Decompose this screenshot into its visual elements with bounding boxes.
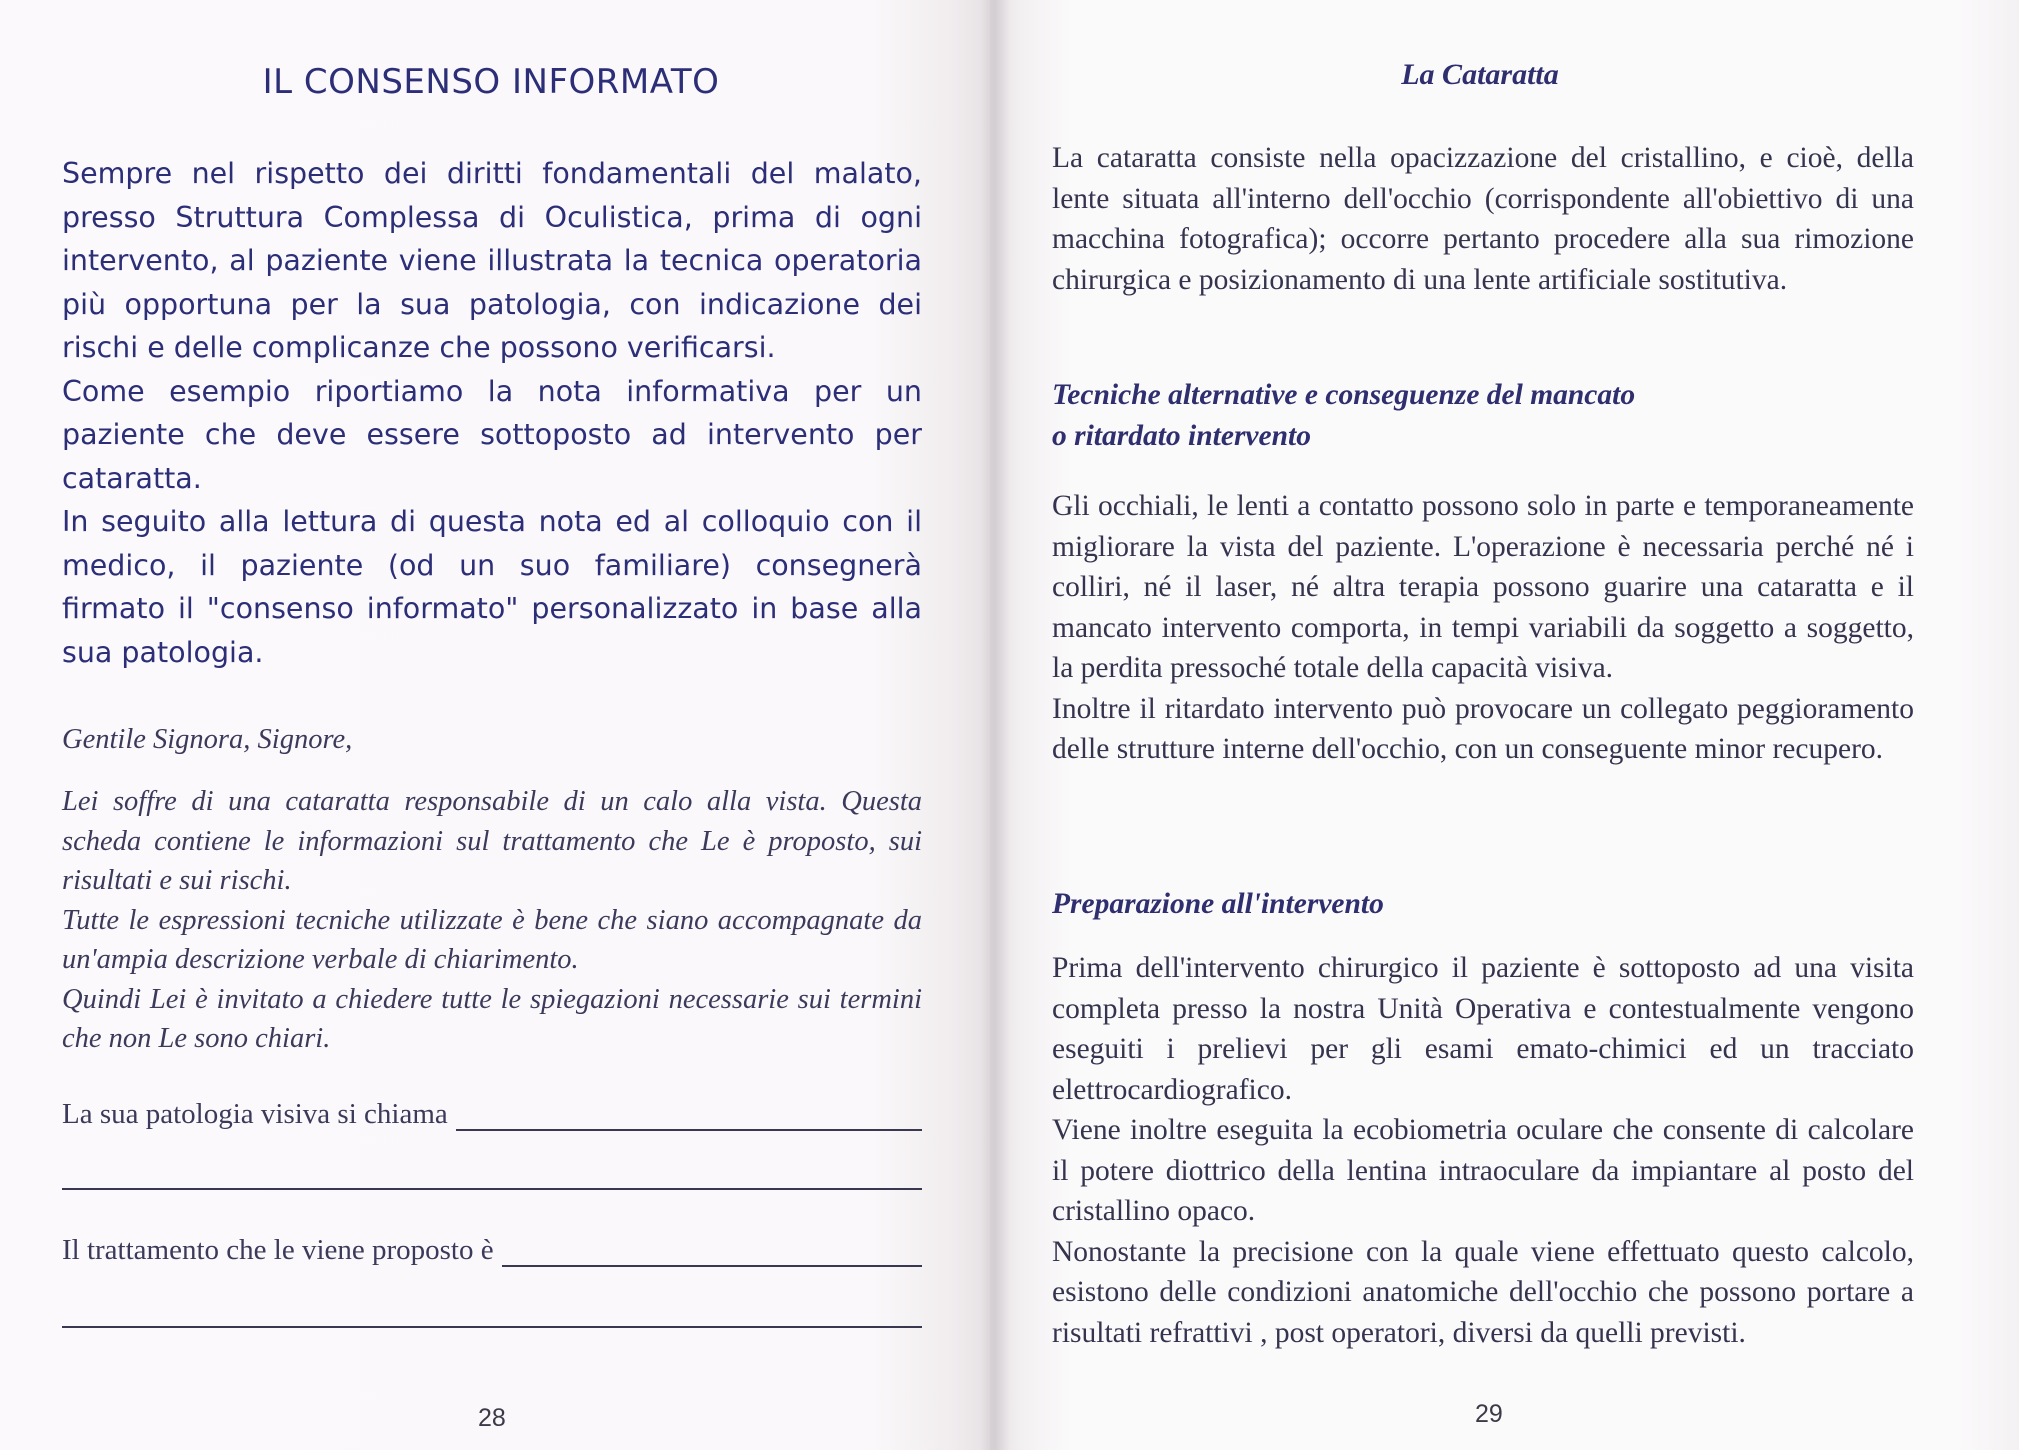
- letter-body: [62, 782, 922, 1059]
- intro-paragraph: In seguito alla lettura di questa nota ed al colloquio con il medico, il paziente (od un suo familiare) consegnerà firmato il "consenso informato" personalizzato in base alla sua patologia.: [62, 505, 922, 669]
- pathology-field: [62, 1098, 922, 1131]
- preparation-text: [1052, 948, 1914, 1353]
- intro-paragraph: Sempre nel rispetto dei diritti fondamentali del malato, presso Struttura Complessa di Oculistica, prima di ogni intervento, al paziente viene illustrata la tecnica operatoria più opportuna per la sua patologia, con indicazione dei rischi e delle complicanze che possono verificarsi.: [62, 157, 922, 364]
- treatment-field-label: Il trattamento che le viene proposto è: [62, 1234, 494, 1266]
- heading-line: Tecniche alternative e conseguenze del mancato: [1052, 379, 1636, 411]
- page-number-left: 28: [478, 1404, 506, 1432]
- heading-line: o ritardato intervento: [1052, 420, 1311, 452]
- treatment-blank-line-2: [62, 1326, 922, 1328]
- letter-paragraph: Quindi Lei è invitato a chiedere tutte le spiegazioni necessarie sui termini che non Le sono chiari.: [62, 983, 922, 1054]
- paragraph: La cataratta consiste nella opacizzazione del cristallino, e cioè, della lente situata all'interno dell'occhio (corrispondente all'obiettivo di una macchina fotografica); occorre pertanto procedere alla sua rimozione chirurgica e posizionamento di una lente artificiale sostitutiva.: [1052, 142, 1914, 296]
- letter-paragraph: Tutte le espressioni tecniche utilizzate è bene che siano accompagnate da un'ampia descrizione verbale di chiarimento.: [62, 904, 922, 975]
- letter-paragraph: Lei soffre di una cataratta responsabile di un calo alla vista. Questa scheda contiene le informazioni sul trattamento che Le è proposto, sui risultati e sui rischi.: [62, 786, 922, 896]
- treatment-field: [62, 1234, 922, 1267]
- treatment-blank-line: [502, 1239, 922, 1267]
- alternatives-text: [1052, 486, 1914, 770]
- intro-text: [62, 152, 922, 674]
- pathology-blank-line: [456, 1103, 922, 1131]
- book-gutter: [980, 0, 1010, 1450]
- paragraph: Viene inoltre eseguita la ecobiometria oculare che consente di calcolare il potere diottrico della lentina intraoculare da impiantare al posto del cristallino opaco.: [1052, 1114, 1914, 1227]
- paragraph: Gli occhiali, le lenti a contatto possono solo in parte e temporaneamente migliorare la vista del paziente. L'operazione è necessaria perché né i colliri, né il laser, né altra terapia possono guarire una cataratta e il mancato intervento comporta, in tempi variabili da soggetto a soggetto, la perdita pressoché totale della capacità visiva.: [1052, 490, 1914, 684]
- section-heading-preparation: Preparazione all'intervento: [1052, 888, 1384, 920]
- pathology-field-label: La sua patologia visiva si chiama: [62, 1098, 448, 1130]
- left-page-title: IL CONSENSO INFORMATO: [262, 62, 720, 102]
- intro-paragraph: Come esempio riportiamo la nota informativa per un paziente che deve essere sottoposto ad intervento per cataratta.: [62, 374, 922, 495]
- paragraph: Nonostante la precisione con la quale viene effettuato questo calcolo, esistono delle condizioni anatomiche dell'occhio che possono portare a risultati refrattivi , post operatori, diversi da quelli previsti.: [1052, 1235, 1914, 1349]
- right-page-title: La Cataratta: [1401, 58, 1559, 91]
- paragraph: Inoltre il ritardato intervento può provocare un collegato peggioramento delle strutture interne dell'occhio, con un conseguente minor recupero.: [1052, 692, 1914, 765]
- paragraph: Prima dell'intervento chirurgico il paziente è sottoposto ad una visita completa presso la nostra Unità Operativa e contestualmente vengono eseguiti i prelievi per gli esami emato-chimici ed un tracciato elettrocardiografico.: [1052, 952, 1914, 1106]
- greeting-text: Gentile Signora, Signore,: [62, 724, 353, 755]
- cataract-definition: [1052, 138, 1914, 300]
- letter-greeting: [62, 720, 922, 760]
- section-heading-alternatives: [1052, 375, 1914, 457]
- pathology-blank-line-2: [62, 1188, 922, 1190]
- page-number-right: 29: [1475, 1400, 1503, 1428]
